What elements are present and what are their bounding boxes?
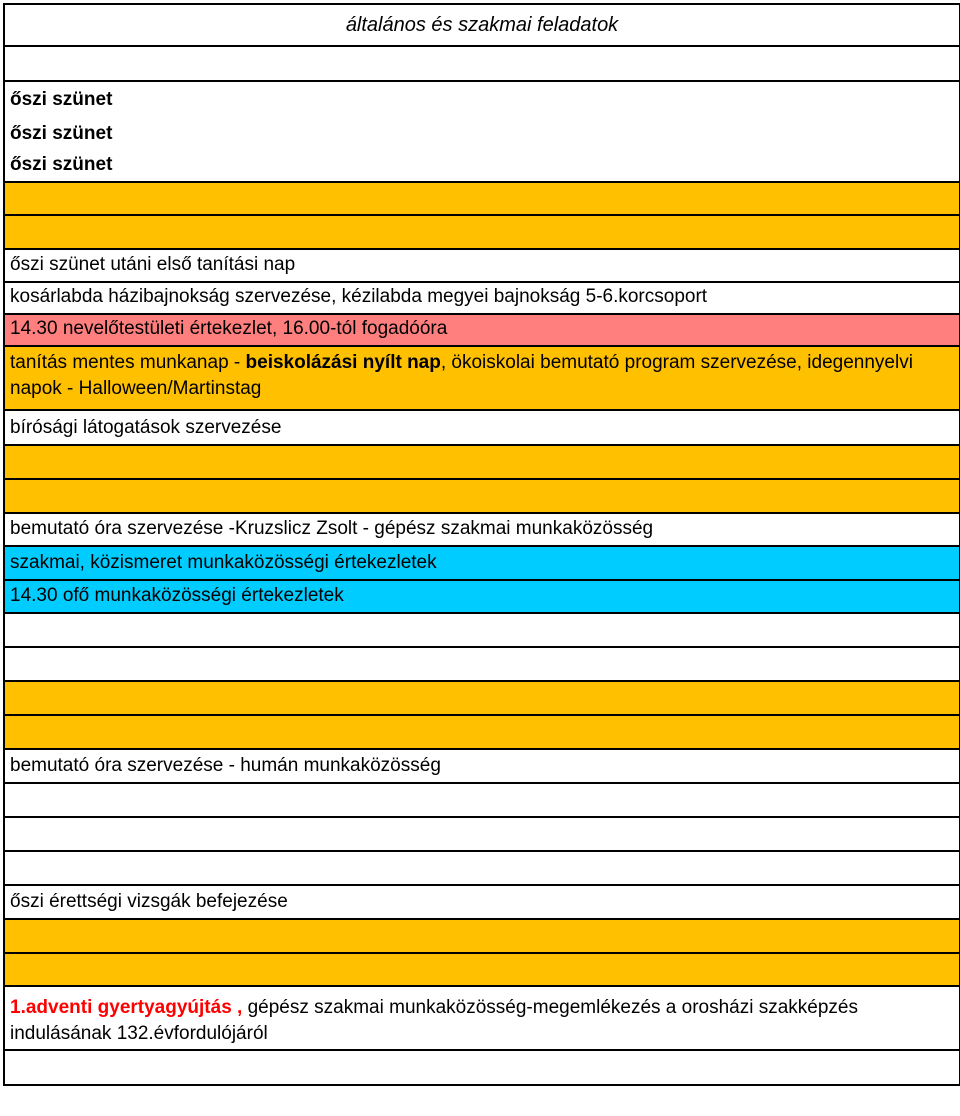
table-row-highlight[interactable] <box>5 581 959 614</box>
table-title <box>5 5 959 47</box>
table-row[interactable] <box>5 216 959 250</box>
cell-text: őszi érettségi vizsgák befejezése <box>10 891 288 912</box>
table-row[interactable] <box>5 987 959 1051</box>
table-row[interactable] <box>5 954 959 987</box>
table-row[interactable] <box>5 347 959 411</box>
cell-text: 14.30 ofő munkaközösségi értekezletek <box>10 585 344 606</box>
table-row[interactable] <box>5 411 959 446</box>
table-row[interactable] <box>5 47 959 82</box>
cell-text: őszi szünet <box>10 89 113 110</box>
cell-text: 14.30 nevelőtestületi értekezlet, 16.00-tól fogadóóra <box>10 318 448 339</box>
cell-text: őszi szünet <box>10 154 113 175</box>
cell-text-part: gépész szakmai munkaközösség-megemlékezés a orosházi szakképzés indulásának 132.évfordulójáról <box>10 997 859 1044</box>
table-row[interactable] <box>5 514 959 547</box>
cell-text <box>10 995 959 1047</box>
table-row[interactable] <box>5 750 959 784</box>
table-row[interactable] <box>5 82 959 116</box>
cell-text: őszi szünet utáni első tanítási nap <box>10 254 296 275</box>
cell-text: bírósági látogatások szervezése <box>10 417 282 438</box>
table-row[interactable] <box>5 682 959 716</box>
cell-text-bold: beiskolázási nyílt nap <box>245 352 441 373</box>
cell-text: szakmai, közismeret munkaközösségi értekezletek <box>10 552 437 573</box>
table-row[interactable] <box>5 784 959 818</box>
table-row[interactable] <box>5 480 959 514</box>
table-row[interactable] <box>5 886 959 920</box>
table-row-highlight[interactable] <box>5 547 959 581</box>
cell-text: bemutató óra szervezése - humán munkaközösség <box>10 755 441 776</box>
table-row[interactable] <box>5 852 959 886</box>
table-row[interactable] <box>5 183 959 216</box>
schedule-table <box>3 3 960 1086</box>
table-row[interactable] <box>5 614 959 648</box>
cell-text: őszi szünet <box>10 123 113 144</box>
table-row[interactable] <box>5 1051 959 1086</box>
table-row[interactable] <box>5 250 959 283</box>
table-row[interactable] <box>5 716 959 750</box>
table-row[interactable] <box>5 150 959 183</box>
cell-text <box>10 350 959 402</box>
cell-text: bemutató óra szervezése -Kruzslicz Zsolt - gépész szakmai munkaközösség <box>10 518 654 539</box>
table-row[interactable] <box>5 818 959 852</box>
table-row[interactable] <box>5 446 959 480</box>
table-row[interactable] <box>5 283 959 315</box>
cell-text-red: 1.adventi gyertyagyújtás , <box>10 997 243 1018</box>
table-title-text: általános és szakmai feladatok <box>345 14 619 36</box>
table-row[interactable] <box>5 920 959 954</box>
table-row[interactable] <box>5 648 959 682</box>
cell-text-part: , ökoiskolai bemutató program szervezése, idegennyelvi napok - Halloween/Martinstag <box>10 352 913 399</box>
cell-text: kosárlabda házibajnokság szervezése, kézilabda megyei bajnokság 5-6.korcsoport <box>10 286 708 307</box>
cell-text-part: tanítás mentes munkanap - <box>10 352 246 373</box>
table-row[interactable] <box>5 116 959 150</box>
table-row-highlight[interactable] <box>5 315 959 347</box>
